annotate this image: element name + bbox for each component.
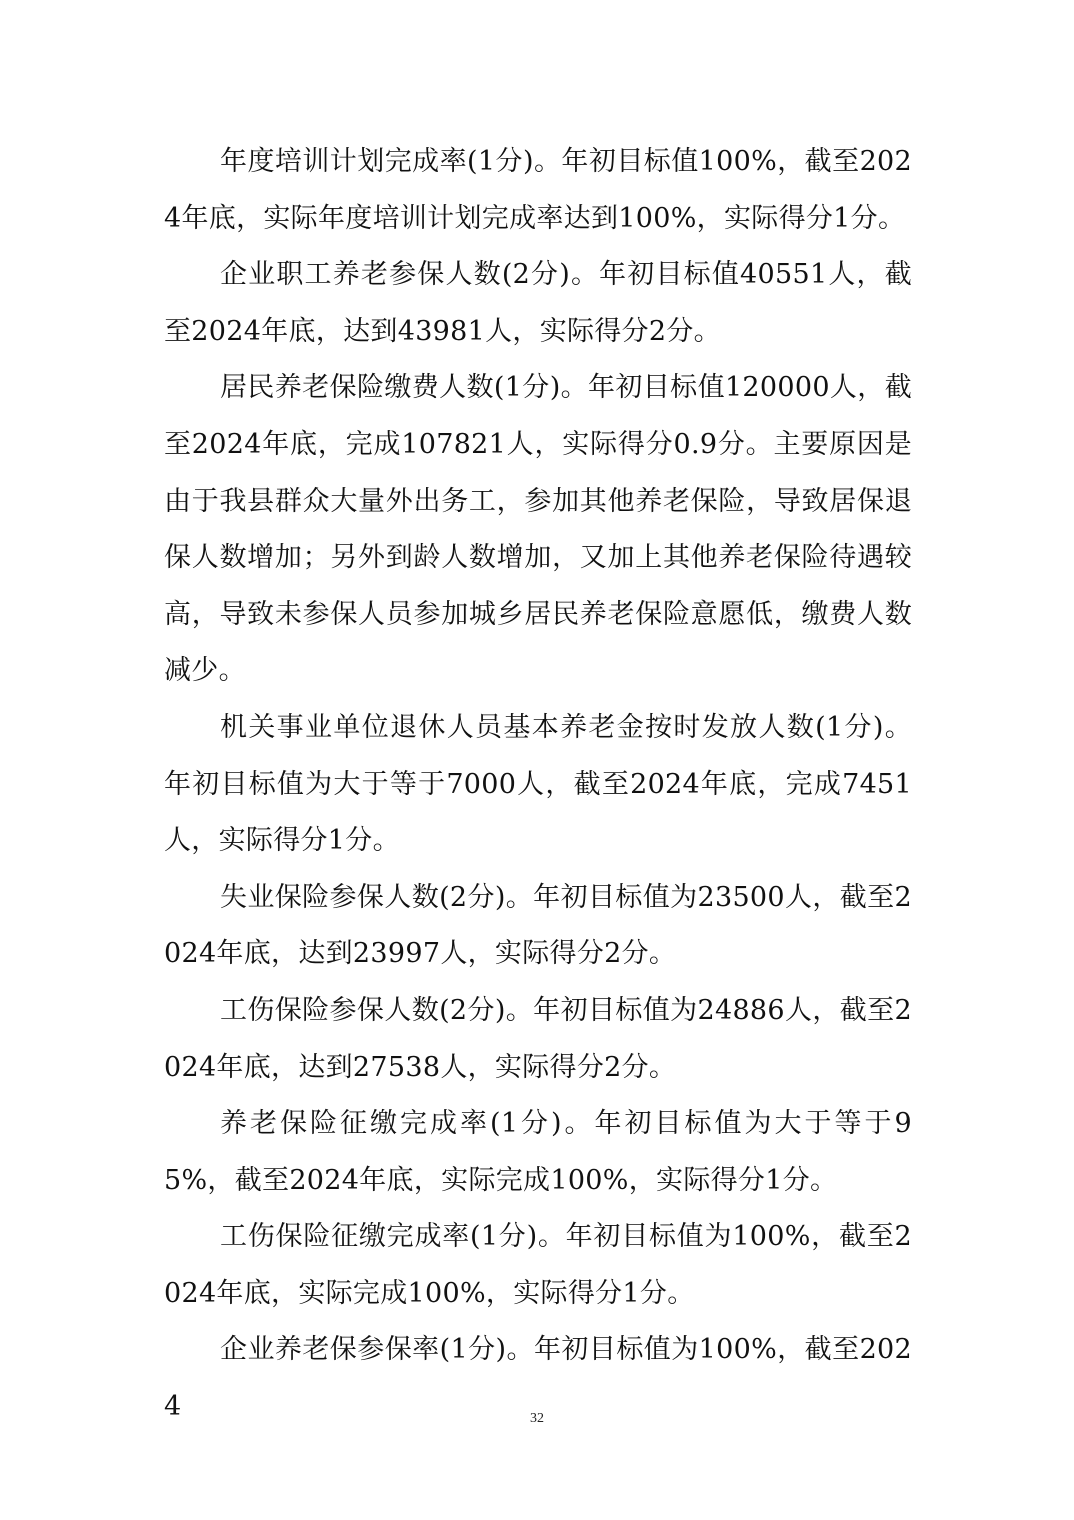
paragraph-institution-retiree-pension: 机关事业单位退休人员基本养老金按时发放人数(1分)。年初目标值为大于等于7000人，截至2024年底，完成7451人，实际得分1分。	[164, 711, 912, 857]
paragraph-enterprise-pension-insured: 企业职工养老参保人数(2分)。年初目标值40551人，截至2024年底，达到43981人，实际得分2分。	[164, 259, 912, 347]
paragraph-enterprise-pension-rate: 企业养老保参保率(1分)。年初目标值为100%，截至2024	[164, 1334, 912, 1423]
page-number: 32	[530, 1411, 544, 1426]
body-text	[164, 134, 912, 1436]
paragraph-unemployment-insured: 失业保险参保人数(2分)。年初目标值为23500人，截至2024年底，达到23997人，实际得分2分。	[164, 881, 912, 970]
paragraph-injury-collection-rate: 工伤保险征缴完成率(1分)。年初目标值为100%，截至2024年底，实际完成100%，实际得分1分。	[164, 1221, 912, 1309]
paragraph-pension-collection-rate: 养老保险征缴完成率(1分)。年初目标值为大于等于95%，截至2024年底，实际完成100%，实际得分1分。	[164, 1108, 912, 1196]
paragraph-training-completion: 年度培训计划完成率(1分)。年初目标值100%，截至2024年底，实际年度培训计划完成率达到100%，实际得分1分。	[164, 146, 912, 234]
paragraph-resident-pension-payers: 居民养老保险缴费人数(1分)。年初目标值120000人，截至2024年底，完成107821人，实际得分0.9分。主要原因是由于我县群众大量外出务工，参加其他养老保险，导致居保退保人数增加；另外到龄人数增加，又加上其他养老保险待遇较高，导致未参保人员参加城乡居民养老保险意愿低，缴费人数减少。	[164, 372, 912, 687]
paragraph-injury-insured: 工伤保险参保人数(2分)。年初目标值为24886人，截至2024年底，达到27538人，实际得分2分。	[164, 994, 912, 1083]
